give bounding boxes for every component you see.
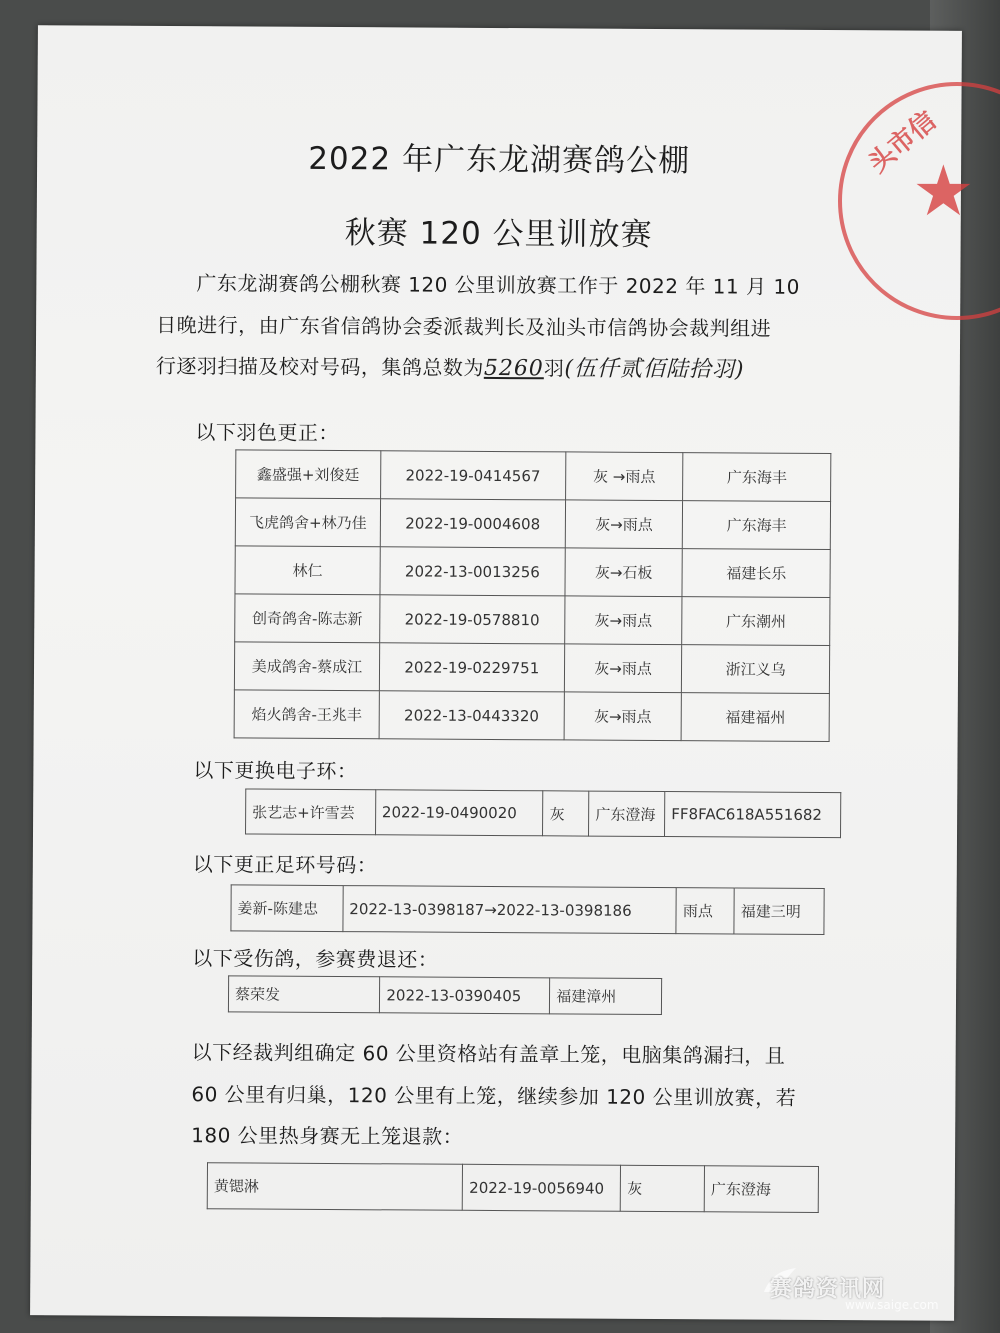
intro-line3: [156, 346, 876, 392]
document-title-line2: 秋赛 120 公里训放赛: [344, 215, 653, 253]
feather-table-cell: 2022-13-0013256: [380, 547, 565, 596]
ring-table-cell: 2022-13-0398187→2022-13-0398186: [343, 886, 677, 934]
qualified-line2: 60 公里有归巢，120 公里有上笼，继续参加 120 公里训放赛，若: [191, 1081, 797, 1110]
ring-table-cell: 姜新-陈建忠: [231, 885, 343, 932]
injured-table-row: [228, 976, 661, 1015]
injured-table-cell: 2022-13-0390405: [380, 977, 550, 1014]
ring-table-cell: 雨点: [676, 888, 734, 934]
injured-table: [228, 975, 662, 1015]
feather-table-row: [235, 594, 830, 646]
qualified-line3: 180 公里热身赛无上笼退款：: [191, 1123, 464, 1149]
watermark-site-name: 赛鸽资讯网: [770, 1277, 886, 1302]
feather-table-cell: 2022-19-0414567: [380, 451, 565, 500]
feather-table-cell: 灰→雨点: [564, 596, 682, 645]
feather-table-cell: 2022-19-0004608: [380, 499, 565, 548]
feather-table-cell: 灰→雨点: [565, 500, 683, 549]
ring-correction-table: [230, 884, 824, 935]
injured-table-cell: 蔡荣发: [228, 976, 380, 1013]
feather-table-row: [235, 498, 830, 550]
feather-table-row: [234, 690, 829, 742]
feather-table-cell: 灰→石板: [565, 548, 683, 597]
feather-table-cell: 浙江义乌: [682, 645, 830, 694]
injured-table-cell: 福建漳州: [550, 978, 662, 1015]
feather-table-cell: 美成鸽舍-蔡成江: [234, 642, 379, 691]
qualified-line1: 以下经裁判组确定 60 公里资格站有盖章上笼，电脑集鸽漏扫，且: [191, 1040, 786, 1068]
feather-table-row: [234, 642, 829, 694]
qualified-table: [207, 1162, 819, 1213]
feather-table-cell: 2022-13-0443320: [379, 691, 564, 740]
watermark-url: www.saige.com: [845, 1298, 939, 1312]
feather-table-cell: 广东潮州: [682, 597, 830, 646]
qualified-table-cell: 2022-19-0056940: [463, 1164, 621, 1211]
ring-table-cell: 福建三明: [734, 888, 824, 935]
document-page: [30, 25, 962, 1321]
feather-table-cell: 创奇鸽舍-陈志新: [235, 594, 380, 643]
chip-table-cell: 张艺志+许雪芸: [246, 789, 376, 835]
chip-table-cell: 广东澄海: [589, 791, 665, 836]
feather-table-cell: 广东海丰: [683, 453, 831, 502]
section-injured: 以下受伤鸽，参赛费退还：: [192, 946, 439, 972]
intro-line2: 日晚进行，由广东省信鸽协会委派裁判长及汕头市信鸽协会裁判组进: [156, 312, 772, 341]
chip-table-cell: 灰: [543, 791, 589, 836]
feather-table-row: [235, 546, 830, 598]
handwritten-count-words: (伍仟贰佰陆拾羽): [564, 356, 745, 383]
feather-table-cell: 2022-19-0578810: [380, 595, 565, 644]
feather-table-cell: 灰→雨点: [564, 692, 682, 741]
section-chip-replacement: 以下更换电子环：: [193, 758, 358, 784]
chip-table-cell: 2022-19-0490020: [375, 790, 543, 836]
ring-table-row: [231, 885, 824, 935]
feather-table-cell: 广东海丰: [683, 501, 831, 550]
feather-correction-table: [234, 449, 832, 742]
intro-paragraph: [155, 263, 877, 392]
feather-table-cell: 焰火鸽舍-王兆丰: [234, 690, 379, 739]
feather-table-row: [236, 450, 831, 502]
qualified-paragraph: [191, 1032, 892, 1161]
feather-table-cell: 灰 →雨点: [565, 452, 683, 501]
document-title-line1: 2022 年广东龙湖赛鸽公棚: [308, 140, 691, 180]
qualified-table-cell: 灰: [621, 1165, 705, 1212]
feather-table-cell: 飞虎鸽舍+林乃佳: [235, 498, 380, 547]
feather-table-cell: 福建福州: [681, 693, 829, 742]
feather-table-cell: 林仁: [235, 546, 380, 595]
seal-text: 头市信: [863, 105, 943, 179]
feather-table-cell: 2022-19-0229751: [379, 643, 564, 692]
section-ring-correction: 以下更正足环号码：: [192, 852, 378, 878]
intro-line1: 广东龙湖赛鸽公棚秋赛 120 公里训放赛工作于 2022 年 11 月 10: [196, 271, 800, 299]
qualified-table-cell: 广东澄海: [704, 1166, 818, 1213]
intro-line3-prefix: 行逐羽扫描及校对号码，集鸽总数为: [155, 353, 484, 380]
seal-star-icon: ★: [912, 150, 975, 232]
qualified-table-row: [207, 1163, 818, 1213]
feather-table-cell: 灰→雨点: [564, 644, 682, 693]
qualified-table-cell: 黄锶淋: [207, 1163, 463, 1211]
feather-table-cell: 鑫盛强+刘俊廷: [236, 450, 381, 499]
feather-table-cell: 福建长乐: [682, 549, 830, 598]
chip-replacement-table: [245, 788, 841, 838]
section-feather-correction: 以下羽色更正：: [195, 420, 340, 446]
chip-table-cell: FF8FAC618A551682: [665, 792, 841, 838]
handwritten-count: 5260: [483, 355, 544, 382]
chip-table-row: [246, 789, 841, 838]
intro-line3-suffix: 羽: [543, 356, 565, 381]
